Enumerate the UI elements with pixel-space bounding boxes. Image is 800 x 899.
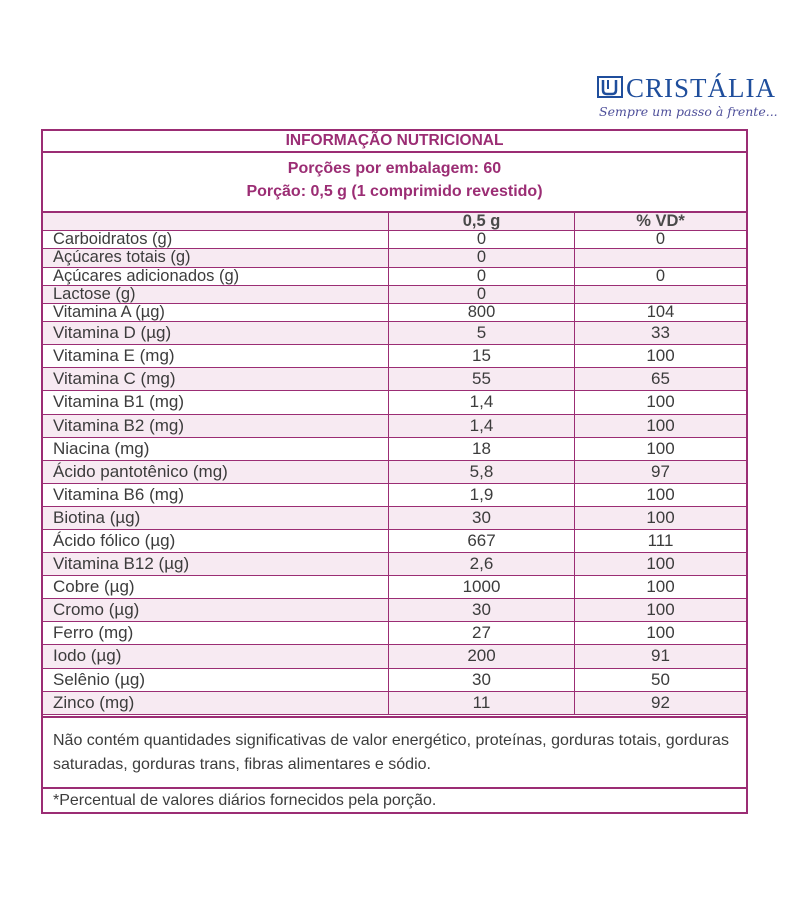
brand-logo xyxy=(597,74,777,124)
cristalia-logo-icon xyxy=(597,76,623,98)
nutrient-amount: 0 xyxy=(389,231,575,248)
table-header-row xyxy=(43,213,746,231)
table-row xyxy=(43,286,746,304)
nutrient-name: Açúcares totais (g) xyxy=(43,249,389,266)
table-row xyxy=(43,576,746,599)
table-row xyxy=(43,669,746,692)
table-row xyxy=(43,622,746,645)
nutrient-vd: 97 xyxy=(651,461,670,481)
nutrient-vd: 100 xyxy=(646,507,675,527)
table-row xyxy=(43,345,746,368)
nutrient-amount: 0 xyxy=(389,268,575,285)
nutrient-vd xyxy=(575,249,746,266)
nutrient-vd: 91 xyxy=(651,646,670,666)
nutrient-grid xyxy=(43,211,746,715)
nutrient-name: Vitamina B12 (µg) xyxy=(43,553,389,575)
nutrient-name: Biotina (µg) xyxy=(43,507,389,529)
nutrient-vd: 33 xyxy=(651,323,670,343)
nutrient-name: Vitamina B1 (mg) xyxy=(43,391,389,413)
nutrient-amount: 30 xyxy=(389,599,575,621)
nutrient-name: Iodo (µg) xyxy=(43,645,389,667)
brand-slogan: Sempre um passo à frente... xyxy=(599,104,778,119)
nutrient-amount: 1,9 xyxy=(389,484,575,506)
nutrient-vd: 104 xyxy=(646,302,675,321)
nutrient-amount: 0 xyxy=(389,249,575,266)
table-title: INFORMAÇÃO NUTRICIONAL xyxy=(43,131,746,153)
nutrient-vd: 100 xyxy=(646,484,675,504)
nutrient-amount: 1,4 xyxy=(389,415,575,437)
nutrient-vd: 50 xyxy=(651,669,670,689)
table-row xyxy=(43,231,746,249)
table-row xyxy=(43,249,746,267)
nutrient-vd: 65 xyxy=(651,369,670,389)
nutrient-name: Ferro (mg) xyxy=(43,622,389,644)
portion-info xyxy=(43,157,746,203)
nutrient-name: Vitamina B2 (mg) xyxy=(43,415,389,437)
nutrient-vd: 100 xyxy=(646,415,675,435)
nutrition-facts-table xyxy=(41,129,748,814)
nutrient-vd: 100 xyxy=(646,600,675,620)
nutrient-amount: 11 xyxy=(389,692,575,714)
note-divider xyxy=(43,716,746,718)
nutrient-amount: 5 xyxy=(389,322,575,344)
footnote: *Percentual de valores diários fornecidos pela porção. xyxy=(53,792,437,809)
table-row xyxy=(43,322,746,345)
header-vd: % VD* xyxy=(636,212,685,230)
table-row xyxy=(43,530,746,553)
nutrient-amount: 2,6 xyxy=(389,553,575,575)
nutrient-amount: 18 xyxy=(389,438,575,460)
table-row xyxy=(43,484,746,507)
nutrient-name: Vitamina A (µg) xyxy=(43,304,389,321)
nutrient-amount: 200 xyxy=(389,645,575,667)
footnote-divider xyxy=(43,787,746,789)
nutrient-amount: 5,8 xyxy=(389,461,575,483)
nutrient-name: Selênio (µg) xyxy=(43,669,389,691)
nutrient-amount: 667 xyxy=(389,530,575,552)
table-row xyxy=(43,368,746,391)
nutrient-amount: 1,4 xyxy=(389,391,575,413)
nutrient-vd: 100 xyxy=(646,623,675,643)
nutrient-amount: 800 xyxy=(389,304,575,321)
nutrient-vd xyxy=(575,286,746,303)
nutrition-note: Não contém quantidades significativas de valor energético, proteínas, gorduras totais, gorduras saturadas, gorduras trans, fibras alimentares e sódio. xyxy=(53,732,729,773)
table-row xyxy=(43,438,746,461)
header-nutrient xyxy=(43,213,389,230)
nutrient-name: Vitamina D (µg) xyxy=(43,322,389,344)
nutrient-vd: 100 xyxy=(646,438,675,458)
nutrient-vd: 100 xyxy=(646,554,675,574)
nutrient-amount: 55 xyxy=(389,368,575,390)
nutrient-amount: 30 xyxy=(389,669,575,691)
nutrient-name: Carboidratos (g) xyxy=(43,231,389,248)
nutrient-name: Açúcares adicionados (g) xyxy=(43,268,389,285)
nutrient-name: Vitamina E (mg) xyxy=(43,345,389,367)
nutrient-name: Ácido pantotênico (mg) xyxy=(43,461,389,483)
nutrient-name: Vitamina B6 (mg) xyxy=(43,484,389,506)
nutrient-vd: 111 xyxy=(647,530,674,550)
nutrient-vd: 100 xyxy=(646,346,675,366)
table-row xyxy=(43,415,746,438)
nutrient-name: Cromo (µg) xyxy=(43,599,389,621)
nutrient-amount: 15 xyxy=(389,345,575,367)
nutrient-vd: 0 xyxy=(655,266,666,285)
nutrient-vd: 92 xyxy=(651,692,670,712)
nutrient-name: Niacina (mg) xyxy=(43,438,389,460)
nutrient-name: Lactose (g) xyxy=(43,286,389,303)
table-row xyxy=(43,461,746,484)
table-row xyxy=(43,645,746,668)
nutrient-vd: 100 xyxy=(646,392,675,412)
nutrient-amount: 27 xyxy=(389,622,575,644)
servings-per-package: Porções por embalagem: 60 xyxy=(287,160,502,177)
nutrient-name: Cobre (µg) xyxy=(43,576,389,598)
brand-name: CRISTÁLIA xyxy=(626,73,776,103)
table-row xyxy=(43,304,746,322)
header-amount: 0,5 g xyxy=(389,213,575,230)
table-row xyxy=(43,599,746,622)
table-row xyxy=(43,391,746,414)
table-row xyxy=(43,507,746,530)
nutrient-amount: 1000 xyxy=(389,576,575,598)
nutrient-vd: 100 xyxy=(646,577,675,597)
nutrient-name: Vitamina C (mg) xyxy=(43,368,389,390)
portion-size: Porção: 0,5 g (1 comprimido revestido) xyxy=(246,183,543,200)
nutrient-name: Zinco (mg) xyxy=(43,692,389,714)
nutrient-name: Ácido fólico (µg) xyxy=(43,530,389,552)
table-row xyxy=(43,553,746,576)
nutrient-amount: 0 xyxy=(389,286,575,303)
table-row xyxy=(43,692,746,715)
table-row xyxy=(43,268,746,286)
nutrient-vd: 0 xyxy=(655,230,666,249)
nutrient-amount: 30 xyxy=(389,507,575,529)
